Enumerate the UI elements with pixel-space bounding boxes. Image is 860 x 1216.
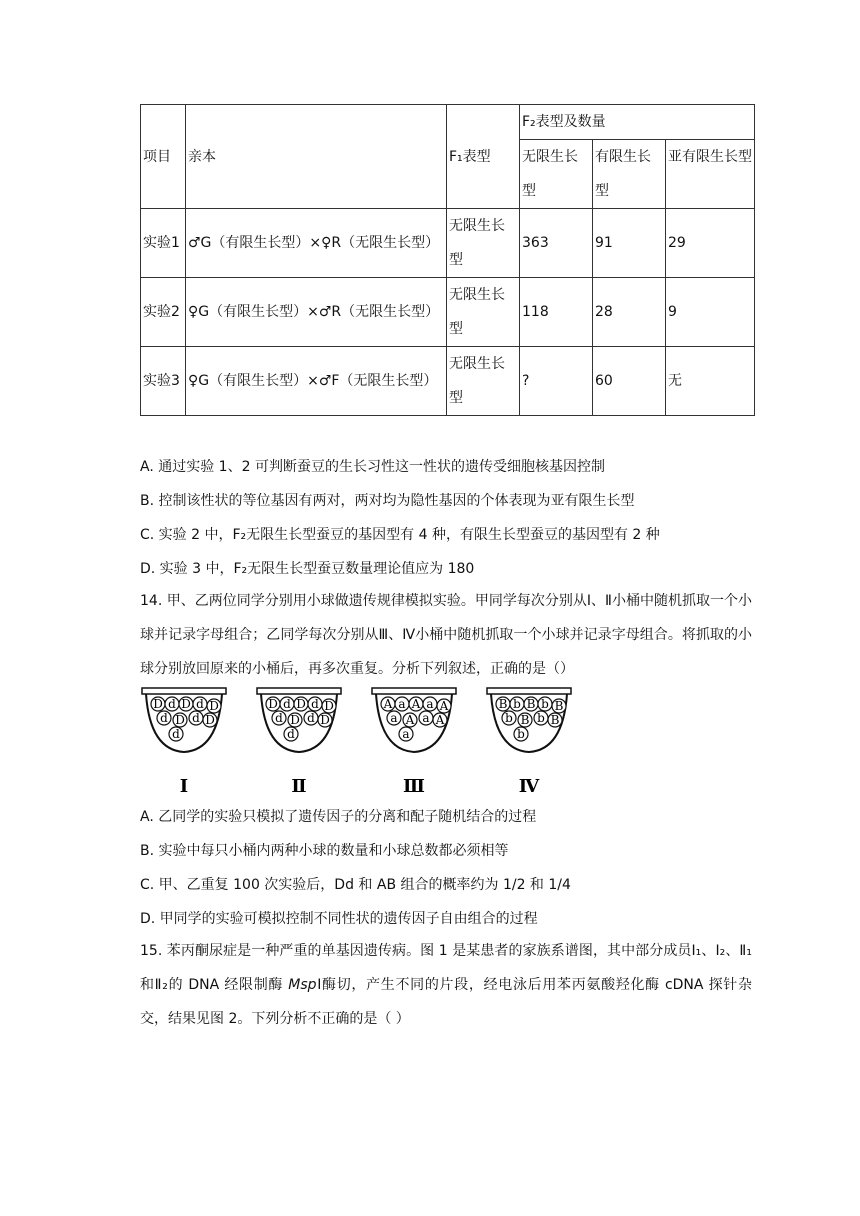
ball-label: b	[537, 711, 545, 725]
ball-label: d	[192, 711, 200, 725]
ball-label: a	[390, 711, 398, 725]
table-row	[141, 209, 755, 278]
ball-label: b	[541, 697, 549, 711]
header-f1: F₁表型	[447, 105, 520, 209]
ball-label: d	[307, 711, 315, 725]
ball-label: B	[498, 697, 508, 711]
ball-label: D	[296, 697, 306, 711]
enzyme-name: Msp	[288, 977, 317, 993]
q14-stem: 14. 甲、乙两位同学分别用小球做遗传规律模拟实验。甲同学每次分别从Ⅰ、Ⅱ小桶中随机抓取一个小球并记录字母组合；乙同学每次分别从Ⅲ、Ⅳ小桶中随机抓取一个小球并记录字母组合。将抓取的小球分别放回原来的小桶后，再多次重复。分析下列叙述，正确的是（）	[140, 593, 752, 677]
row-label: 实验3	[141, 347, 186, 416]
q14-option-b: B. 实验中每只小桶内两种小球的数量和小球总数都必须相等	[140, 843, 509, 859]
ball-label: A	[435, 713, 445, 727]
row-f1: 无限生长型	[447, 347, 520, 416]
ball-label: D	[209, 699, 219, 713]
row-parents: ♀G（有限生长型）×♂F（无限生长型）	[186, 347, 447, 416]
row-v1: 363	[520, 209, 593, 278]
q14-option-d: D. 甲同学的实验可模拟控制不同性状的遗传因子自由组合的过程	[140, 911, 538, 927]
ball-label: B	[554, 699, 564, 713]
q14-option-c: C. 甲、乙重复 100 次实验后，Dd 和 AB 组合的概率约为 1/2 和 1/4	[140, 877, 571, 893]
ball-label: A	[405, 713, 415, 727]
header-f2: F₂表型及数量	[520, 105, 755, 140]
q15-stem: 15. 苯丙酮尿症是一种严重的单基因遗传病。图 1 是某患者的家族系谱图，其中部分成员Ⅰ₁、Ⅰ₂、Ⅱ₁和Ⅱ₂的 DNA 经限制酶 MspⅠ酶切，产生不同的片段，经电泳后用苯丙氨酸羟化酶 cDNA 探针杂交，结果见图 2。下列分析不正确的是（ ）	[140, 943, 752, 1027]
row-f1: 无限生长型	[447, 278, 520, 347]
bucket-rim	[257, 688, 341, 694]
row-label: 实验2	[141, 278, 186, 347]
row-v2: 28	[593, 278, 666, 347]
ball-label: d	[311, 697, 319, 711]
ball-label: D	[175, 713, 185, 727]
ball-label: a	[398, 697, 406, 711]
header-parents: 亲本	[186, 105, 447, 209]
ball-label: d	[168, 697, 176, 711]
ball-label: d	[196, 697, 204, 711]
bucket-label: Ⅲ	[403, 776, 425, 797]
table-row	[141, 278, 755, 347]
row-v2: 91	[593, 209, 666, 278]
row-v2: 60	[593, 347, 666, 416]
q13-option-a: A. 通过实验 1、2 可判断蚕豆的生长习性这一性状的遗传受细胞核基因控制	[140, 459, 605, 475]
bucket-rim	[142, 688, 226, 694]
bucket-label: Ⅰ	[179, 776, 189, 797]
ball-label: b	[513, 697, 521, 711]
ball-label: a	[422, 711, 430, 725]
bucket-rim	[487, 688, 571, 694]
ball-label: D	[268, 697, 278, 711]
row-parents: ♂G（有限生长型）×♀R（无限生长型）	[186, 209, 447, 278]
header-f2-limited: 有限生长型	[593, 140, 666, 209]
bucket-rim	[372, 688, 456, 694]
ball-label: A	[383, 697, 393, 711]
ball-label: B	[550, 713, 560, 727]
ball-label: D	[153, 697, 163, 711]
q13-option-c: C. 实验 2 中，F₂无限生长型蚕豆的基因型有 4 种，有限生长型蚕豆的基因型有 2 种	[140, 527, 660, 543]
bucket-1	[142, 688, 226, 797]
ball-label: d	[287, 727, 295, 741]
q13-option-d: D. 实验 3 中，F₂无限生长型蚕豆数量理论值应为 180	[140, 561, 475, 577]
ball-label: D	[205, 713, 215, 727]
ball-label: B	[520, 713, 530, 727]
ball-label: B	[526, 697, 536, 711]
ball-label: d	[275, 711, 283, 725]
bucket-3	[372, 688, 456, 797]
header-project: 项目	[141, 105, 186, 209]
bucket-2	[257, 688, 341, 797]
ball-label: A	[439, 699, 449, 713]
ball-label: b	[517, 727, 525, 741]
ball-label: d	[172, 727, 180, 741]
row-v3: 9	[666, 278, 755, 347]
ball-label: D	[320, 713, 330, 727]
ball-label: A	[411, 697, 421, 711]
bucket-label: Ⅱ	[291, 776, 307, 797]
row-v3: 29	[666, 209, 755, 278]
ball-label: D	[290, 713, 300, 727]
ball-label: b	[505, 711, 513, 725]
row-v3: 无	[666, 347, 755, 416]
bucket-label: Ⅳ	[518, 776, 540, 797]
q14-option-a: A. 乙同学的实验只模拟了遗传因子的分离和配子随机结合的过程	[140, 809, 537, 825]
row-parents: ♀G（有限生长型）×♂R（无限生长型）	[186, 278, 447, 347]
row-v1: ?	[520, 347, 593, 416]
header-f2-sublimited: 亚有限生长型	[666, 140, 755, 209]
row-f1: 无限生长型	[447, 209, 520, 278]
ball-label: D	[324, 699, 334, 713]
header-f2-unlimited: 无限生长型	[520, 140, 593, 209]
experiment-table	[140, 104, 755, 416]
ball-label: d	[160, 711, 168, 725]
ball-label: d	[283, 697, 291, 711]
ball-label: a	[402, 727, 410, 741]
row-v1: 118	[520, 278, 593, 347]
row-label: 实验1	[141, 209, 186, 278]
bucket-diagram	[140, 686, 564, 797]
bucket-4	[487, 688, 571, 797]
table-row	[141, 347, 755, 416]
ball-label: D	[181, 697, 191, 711]
q13-option-b: B. 控制该性状的等位基因有两对，两对均为隐性基因的个体表现为亚有限生长型	[140, 493, 635, 509]
ball-label: a	[426, 697, 434, 711]
